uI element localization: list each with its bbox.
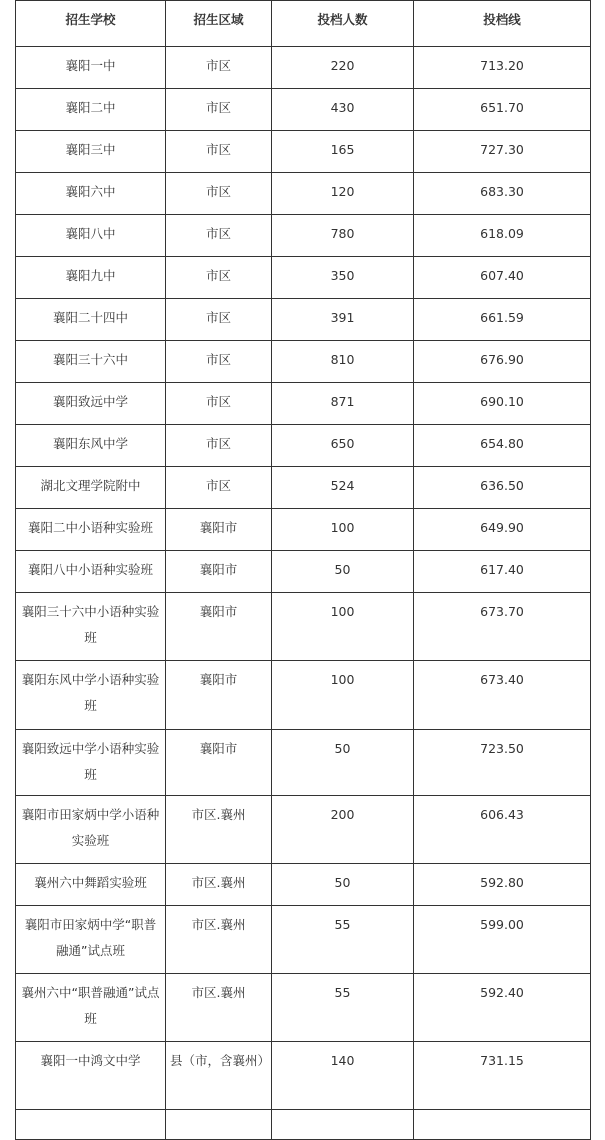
admission-score-table	[15, 0, 591, 1140]
cell-region: 市区	[166, 341, 272, 383]
header-school: 招生学校	[16, 1, 166, 47]
cell-region: 市区	[166, 47, 272, 89]
table-row	[16, 257, 591, 299]
header-count: 投档人数	[272, 1, 414, 47]
cell-school: 襄阳二十四中	[16, 299, 166, 341]
table-row	[16, 906, 591, 974]
cell-count: 200	[272, 796, 414, 864]
cell-region: 市区	[166, 173, 272, 215]
cell-count: 810	[272, 341, 414, 383]
cell-school: 襄阳致远中学小语种实验班	[16, 730, 166, 796]
cell-count: 165	[272, 131, 414, 173]
cell-region: 襄阳市	[166, 661, 272, 730]
cell-school: 襄阳三十六中小语种实验班	[16, 593, 166, 661]
cell-score: 673.70	[414, 593, 591, 661]
cell-school: 襄阳致远中学	[16, 383, 166, 425]
cell-region: 市区	[166, 89, 272, 131]
cell-region: 市区	[166, 467, 272, 509]
cell-score: 651.70	[414, 89, 591, 131]
cell-count: 55	[272, 974, 414, 1042]
cell-school: 襄阳一中鸿文中学	[16, 1042, 166, 1110]
cell-count: 140	[272, 1042, 414, 1110]
cell-empty	[16, 1110, 166, 1140]
cell-score: 676.90	[414, 341, 591, 383]
cell-count: 50	[272, 864, 414, 906]
cell-count: 524	[272, 467, 414, 509]
table-row	[16, 551, 591, 593]
cell-region: 市区.襄州	[166, 796, 272, 864]
table-row	[16, 341, 591, 383]
cell-region: 市区.襄州	[166, 906, 272, 974]
table-row	[16, 173, 591, 215]
cell-score: 617.40	[414, 551, 591, 593]
cell-count: 350	[272, 257, 414, 299]
cell-score: 727.30	[414, 131, 591, 173]
cell-count: 391	[272, 299, 414, 341]
cell-region: 市区	[166, 131, 272, 173]
cell-school: 襄州六中舞蹈实验班	[16, 864, 166, 906]
cell-region: 县（市，含襄州）	[166, 1042, 272, 1110]
table-row	[16, 425, 591, 467]
cell-region: 市区	[166, 215, 272, 257]
cell-school: 襄州六中“职普融通”试点班	[16, 974, 166, 1042]
cell-score: 599.00	[414, 906, 591, 974]
cell-school: 襄阳市田家炳中学小语种实验班	[16, 796, 166, 864]
cell-school: 襄阳二中	[16, 89, 166, 131]
cell-school: 襄阳东风中学小语种实验班	[16, 661, 166, 730]
cell-region: 市区.襄州	[166, 974, 272, 1042]
table-row	[16, 89, 591, 131]
cell-score: 713.20	[414, 47, 591, 89]
cell-school: 襄阳二中小语种实验班	[16, 509, 166, 551]
cell-school: 襄阳市田家炳中学“职普融通”试点班	[16, 906, 166, 974]
cell-count: 50	[272, 551, 414, 593]
table-header-row	[16, 1, 591, 47]
cell-count: 100	[272, 509, 414, 551]
cell-score: 636.50	[414, 467, 591, 509]
cell-region: 市区	[166, 425, 272, 467]
table-row	[16, 509, 591, 551]
table-row	[16, 383, 591, 425]
cell-region: 市区	[166, 299, 272, 341]
cell-score: 661.59	[414, 299, 591, 341]
cell-score: 592.40	[414, 974, 591, 1042]
cell-school: 襄阳东风中学	[16, 425, 166, 467]
cell-count: 780	[272, 215, 414, 257]
cell-count: 50	[272, 730, 414, 796]
cell-score: 592.80	[414, 864, 591, 906]
table-row	[16, 1042, 591, 1110]
cell-region: 襄阳市	[166, 551, 272, 593]
cell-score: 731.15	[414, 1042, 591, 1110]
cell-score: 606.43	[414, 796, 591, 864]
table-row	[16, 467, 591, 509]
cell-count: 55	[272, 906, 414, 974]
cell-region: 襄阳市	[166, 730, 272, 796]
cell-score: 673.40	[414, 661, 591, 730]
cell-region: 市区	[166, 257, 272, 299]
table-row	[16, 661, 591, 730]
header-region: 招生区域	[166, 1, 272, 47]
cell-count: 100	[272, 593, 414, 661]
table-row	[16, 131, 591, 173]
cell-score: 690.10	[414, 383, 591, 425]
cell-count: 430	[272, 89, 414, 131]
cell-count: 100	[272, 661, 414, 730]
cell-empty	[166, 1110, 272, 1140]
cell-school: 襄阳八中小语种实验班	[16, 551, 166, 593]
cell-count: 871	[272, 383, 414, 425]
cell-school: 襄阳三中	[16, 131, 166, 173]
cell-score: 607.40	[414, 257, 591, 299]
cell-region: 襄阳市	[166, 509, 272, 551]
cell-school: 襄阳八中	[16, 215, 166, 257]
table-row	[16, 593, 591, 661]
cell-school: 襄阳六中	[16, 173, 166, 215]
table-row	[16, 864, 591, 906]
cell-school: 襄阳九中	[16, 257, 166, 299]
cell-score: 723.50	[414, 730, 591, 796]
table-row	[16, 730, 591, 796]
cell-region: 襄阳市	[166, 593, 272, 661]
cell-region: 市区	[166, 383, 272, 425]
cell-count: 650	[272, 425, 414, 467]
table-row	[16, 215, 591, 257]
cell-score: 654.80	[414, 425, 591, 467]
cell-empty	[414, 1110, 591, 1140]
table-row	[16, 974, 591, 1042]
cell-region: 市区.襄州	[166, 864, 272, 906]
cell-count: 220	[272, 47, 414, 89]
header-score: 投档线	[414, 1, 591, 47]
cell-count: 120	[272, 173, 414, 215]
table-row	[16, 299, 591, 341]
cell-school: 湖北文理学院附中	[16, 467, 166, 509]
table-row	[16, 47, 591, 89]
cell-school: 襄阳三十六中	[16, 341, 166, 383]
cell-score: 618.09	[414, 215, 591, 257]
table-row-partial	[16, 1110, 591, 1140]
cell-score: 683.30	[414, 173, 591, 215]
cell-school: 襄阳一中	[16, 47, 166, 89]
cell-empty	[272, 1110, 414, 1140]
cell-score: 649.90	[414, 509, 591, 551]
table-row	[16, 796, 591, 864]
